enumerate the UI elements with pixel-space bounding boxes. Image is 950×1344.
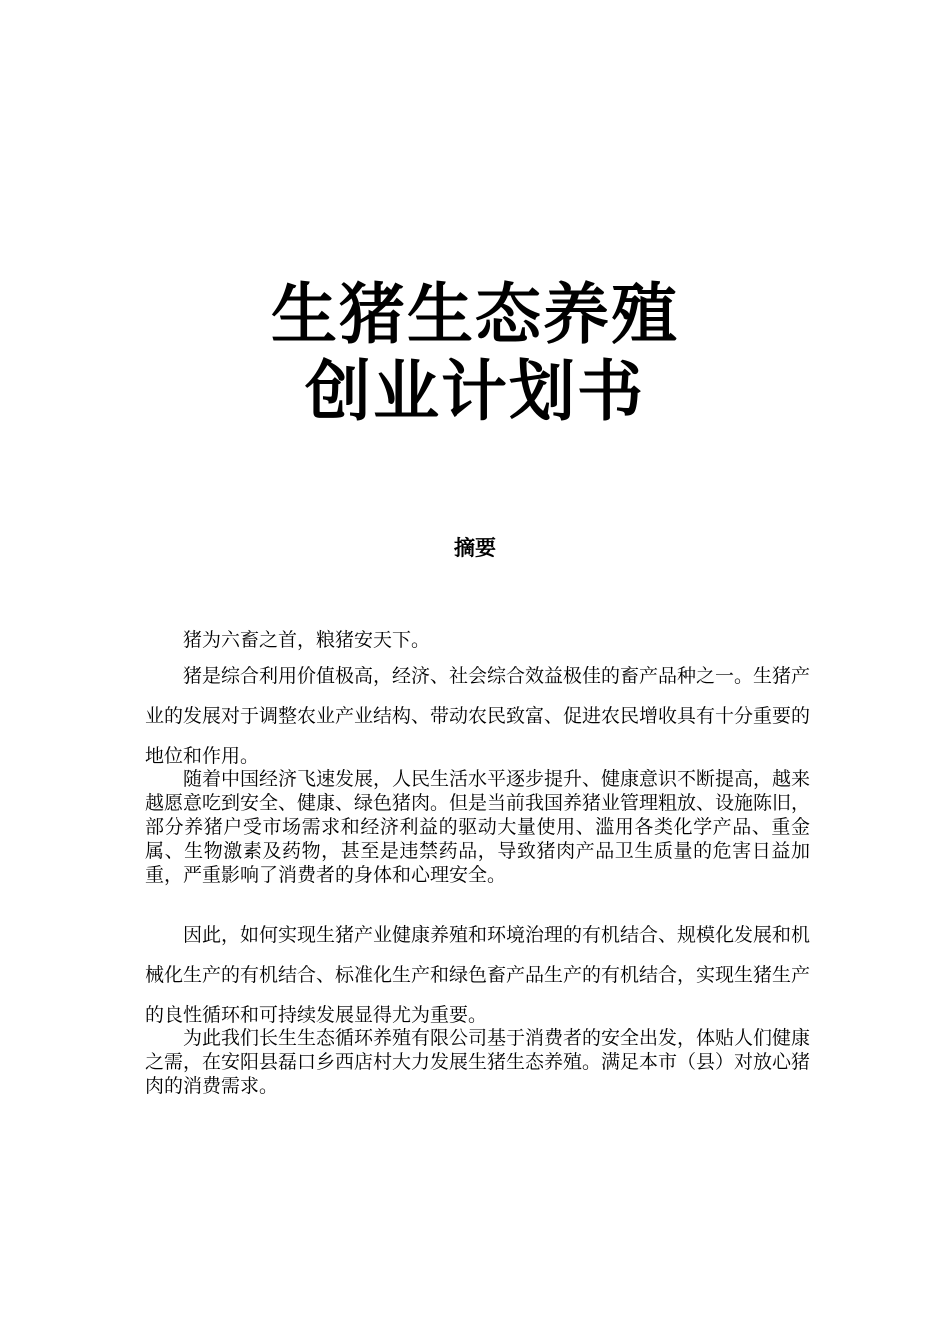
paragraph-text: 为此我们长生生态循环养殖有限公司基于消费者的安全出发，体贴人们健康之需，在安阳县磊口乡西店村大力发展生猪生态养殖。满足本市（县）对放心猪肉的消费需求。 (145, 1027, 811, 1097)
paragraph-text: 随着中国经济飞速发展，人民生活水平逐步提升、健康意识不断提高，越来越愿意吃到安全、健康、绿色猪肉。但是当前我国养猪业管理粗放、设施陈旧，部分养猪户受市场需求和经济利益的驱动大量使用、滥用各类化学产品、重金属、生物激素及药物，甚至是违禁药品，导致猪肉产品卫生质量的危害日益加重，严重影响了消费者的身体和心理安全。 (145, 768, 811, 886)
abstract-heading: 摘要 (454, 536, 496, 560)
paragraph-2 (145, 656, 810, 776)
paragraph-3 (145, 767, 810, 887)
paragraph-4 (145, 915, 810, 1035)
document-title-line-2: 创业计划书 (305, 353, 645, 430)
paragraph-text: 因此，如何实现生猪产业健康养殖和环境治理的有机结合、规模化发展和机械化生产的有机结合、标准化生产和绿色畜产品生产的有机结合，实现生猪生产的良性循环和可持续发展显得尤为重要。 (145, 924, 811, 1026)
paragraph-5 (145, 1026, 810, 1098)
paragraph-text: 猪是综合利用价值极高，经济、社会综合效益极佳的畜产品种之一。生猪产业的发展对于调整农业产业结构、带动农民致富、促进农民增收具有十分重要的地位和作用。 (145, 665, 811, 767)
paragraph-1 (145, 620, 810, 660)
document-title-line-1: 生猪生态养殖 (271, 276, 679, 353)
paragraph-text: 猪为六畜之首，粮猪安天下。 (183, 629, 431, 651)
